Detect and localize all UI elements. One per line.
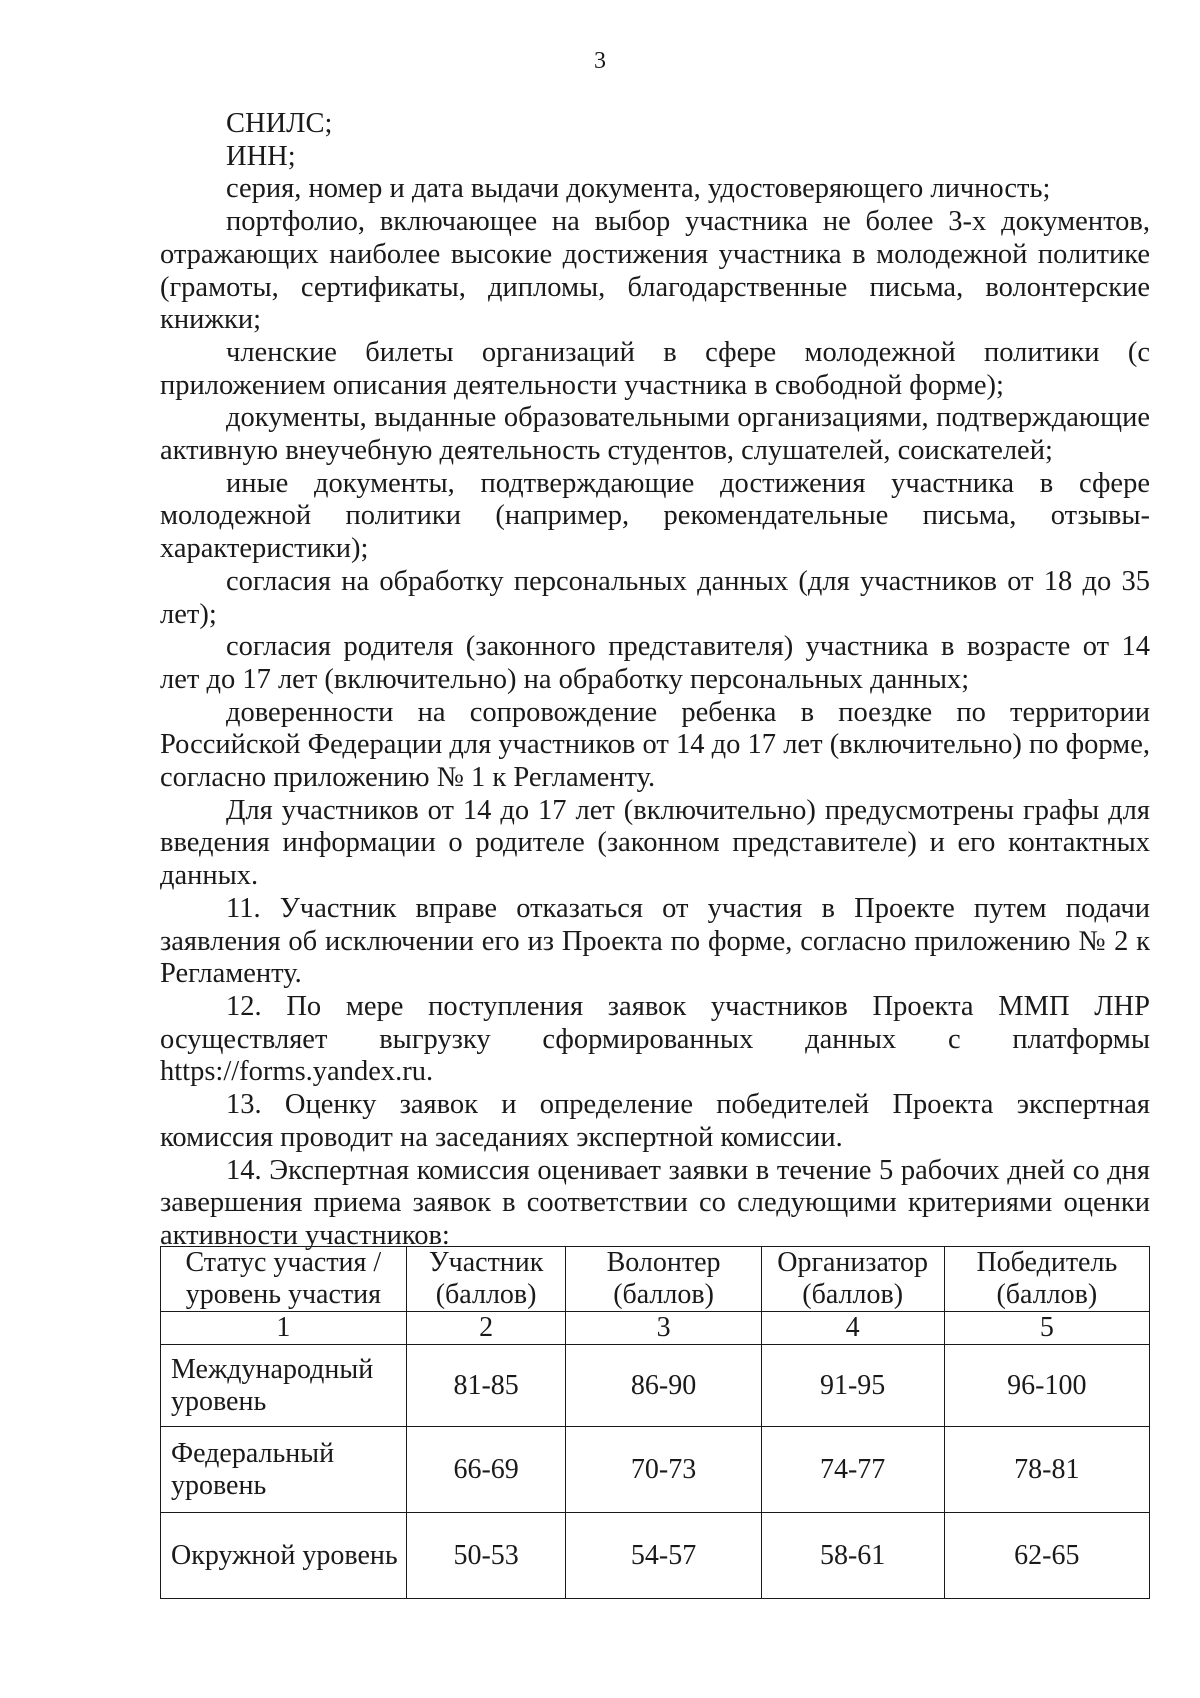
- criteria-table: [160, 1246, 1150, 1599]
- column-number-cell: 3: [566, 1312, 761, 1345]
- column-number-cell: 2: [406, 1312, 566, 1345]
- paragraph-item-12: 12. По мере поступления заявок участников Проекта ММП ЛНР осуществляет выгрузку сформированных данных с платформы https://forms.yandex.ru.: [160, 990, 1150, 1088]
- table-row: [161, 1345, 1150, 1427]
- table-header-cell: Участник (баллов): [406, 1247, 566, 1312]
- score-cell: 78-81: [944, 1427, 1149, 1513]
- score-cell: 58-61: [761, 1513, 944, 1599]
- column-number-cell: 1: [161, 1312, 407, 1345]
- paragraph-id-document: серия, номер и дата выдачи документа, удостоверяющего личность;: [226, 173, 1051, 205]
- score-cell: 50-53: [406, 1513, 566, 1599]
- column-number-cell: 5: [944, 1312, 1149, 1345]
- level-cell: Федеральный уровень: [161, 1427, 407, 1513]
- score-cell: 62-65: [944, 1513, 1149, 1599]
- table-header-cell: Волонтер (баллов): [566, 1247, 761, 1312]
- table-header-cell: Победитель (баллов): [944, 1247, 1149, 1312]
- paragraph-consent-adult: согласия на обработку персональных данных (для участников от 18 до 35 лет);: [160, 565, 1150, 630]
- column-number-cell: 4: [761, 1312, 944, 1345]
- paragraph-other-documents: иные документы, подтверждающие достижения участника в сфере молодежной политики (например, рекомендательные письма, отзывы-характеристики);: [160, 467, 1150, 565]
- table-header-cell: Статус участия / уровень участия: [161, 1247, 407, 1312]
- paragraph-item-13: 13. Оценку заявок и определение победителей Проекта экспертная комиссия проводит на заседаниях экспертной комиссии.: [160, 1089, 1150, 1153]
- paragraph-consent-parent: согласия родителя (законного представителя) участника в возрасте от 14 лет до 17 лет (включительно) на обработку персональных данных;: [160, 631, 1150, 695]
- table-row: [161, 1427, 1150, 1513]
- paragraph-power-of-attorney: доверенности на сопровождение ребенка в поездке по территории Российской Федерации для участников от 14 до 17 лет (включительно) по форме, согласно приложению № 1 к Регламенту.: [160, 696, 1150, 794]
- score-cell: 86-90: [566, 1345, 761, 1427]
- document-body: [160, 108, 1150, 1253]
- paragraph-parent-info: Для участников от 14 до 17 лет (включительно) предусмотрены графы для введения информации о родителе (законном представителе) и его контактных данных.: [160, 794, 1150, 892]
- paragraph-snils: СНИЛС;: [226, 108, 333, 139]
- level-cell: Международный уровень: [161, 1345, 407, 1427]
- table-header-cell: Организатор (баллов): [761, 1247, 944, 1312]
- paragraph-portfolio: портфолио, включающее на выбор участника не более 3-х документов, отражающих наиболее высокие достижения участника в молодежной политике (грамоты, сертификаты, дипломы, благодарственные письма, волонтерские книжки;: [160, 206, 1150, 336]
- paragraph-education-documents: документы, выданные образовательными организациями, подтверждающие активную внеучебную деятельность студентов, слушателей, соискателей;: [160, 402, 1150, 467]
- score-cell: 74-77: [761, 1427, 944, 1513]
- paragraph-inn: ИНН;: [226, 140, 296, 172]
- level-cell: Окружной уровень: [161, 1513, 407, 1599]
- score-cell: 70-73: [566, 1427, 761, 1513]
- score-cell: 66-69: [406, 1427, 566, 1513]
- score-cell: 91-95: [761, 1345, 944, 1427]
- score-cell: 54-57: [566, 1513, 761, 1599]
- table-row: [161, 1513, 1150, 1599]
- paragraph-membership-cards: членские билеты организаций в сфере молодежной политики (с приложением описания деятельности участника в свободной форме);: [160, 336, 1150, 401]
- page-number: 3: [594, 48, 606, 74]
- score-cell: 81-85: [406, 1345, 566, 1427]
- paragraph-item-14: 14. Экспертная комиссия оценивает заявки в течение 5 рабочих дней со дня завершения приема заявок в соответствии со следующими критериями оценки активности участников:: [160, 1154, 1150, 1251]
- paragraph-item-11: 11. Участник вправе отказаться от участия в Проекте путем подачи заявления об исключении его из Проекта по форме, согласно приложению № 2 к Регламенту.: [160, 892, 1150, 990]
- table-column-number-row: [161, 1312, 1150, 1345]
- score-cell: 96-100: [944, 1345, 1149, 1427]
- table-header-row: [161, 1247, 1150, 1312]
